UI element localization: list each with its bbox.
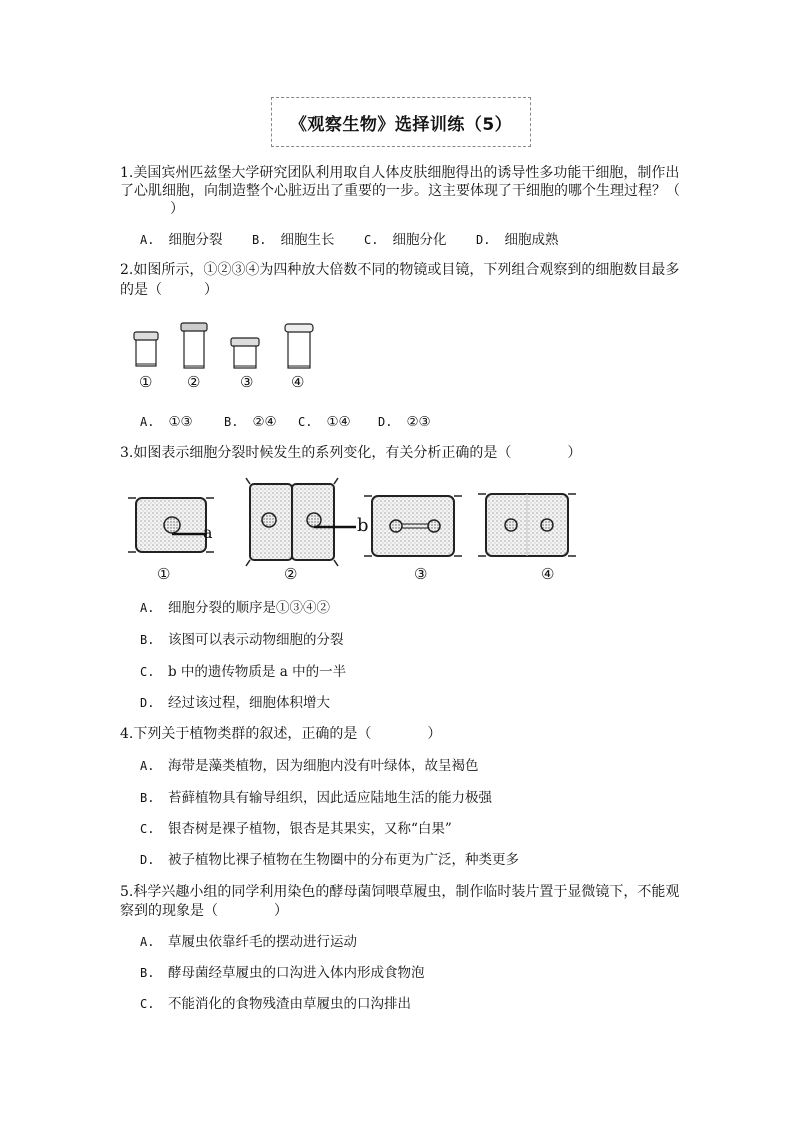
question-2-line-1: 2.如图所示，①②③④为四种放大倍数不同的物镜或目镜，下列组合观察到的细胞数目最多 — [120, 262, 680, 278]
lens-label-4: ④ — [291, 373, 305, 391]
option-5b[interactable]: B. 酵母菌经草履虫的口沟进入体内形成食物泡 — [140, 965, 425, 981]
option-2d[interactable]: D. ②③ — [378, 414, 431, 430]
option-1c[interactable]: C. 细胞分化 — [364, 232, 447, 248]
option-3a[interactable]: A. 细胞分裂的顺序是①③④② — [140, 600, 330, 616]
option-4a[interactable]: A. 海带是藻类植物，因为细胞内没有叶绿体，故呈褐色 — [140, 758, 479, 774]
option-4d[interactable]: D. 被子植物比裸子植物在生物圈中的分布更为广泛，种类更多 — [140, 852, 519, 868]
cell-label-3: ③ — [414, 565, 428, 583]
lens-figure — [130, 320, 320, 380]
option-1a[interactable]: A. 细胞分裂 — [140, 232, 223, 248]
option-3d[interactable]: D. 经过该过程，细胞体积增大 — [140, 695, 330, 711]
option-5c[interactable]: C. 不能消化的食物残渣由草履虫的口沟排出 — [140, 996, 411, 1012]
cell-label-4: ④ — [541, 565, 555, 583]
option-4b[interactable]: B. 苔藓植物具有输导组织，因此适应陆地生活的能力极强 — [140, 790, 492, 806]
lens-label-3: ③ — [240, 373, 254, 391]
question-1-line-1: 1.美国宾州匹兹堡大学研究团队利用取自人体皮肤细胞得出的诱导性多功能干细胞，制作出 — [120, 165, 680, 181]
marker-b: b — [357, 515, 369, 536]
lens-label-2: ② — [187, 373, 201, 391]
option-2a[interactable]: A. ①③ — [140, 414, 193, 430]
question-4-line-1: 4.下列关于植物类群的叙述，正确的是（ ） — [120, 726, 442, 742]
title-box — [271, 97, 531, 147]
question-2-line-2: 的是（ ） — [120, 282, 218, 298]
marker-a: a — [203, 523, 213, 542]
lens-3-icon — [231, 338, 259, 368]
option-1d[interactable]: D. 细胞成熟 — [476, 232, 559, 248]
question-5-line-2: 察到的现象是（ ） — [120, 903, 288, 919]
question-3-line-1: 3.如图表示细胞分裂时候发生的系列变化，有关分析正确的是（ ） — [120, 445, 582, 461]
question-1-line-3: ） — [170, 201, 184, 217]
cell-label-1: ① — [157, 565, 171, 583]
cell-2 — [246, 478, 356, 566]
lens-2-icon — [181, 323, 207, 368]
cell-4 — [478, 494, 576, 556]
lens-1-icon — [134, 332, 158, 366]
cell-3 — [364, 496, 462, 556]
option-1b[interactable]: B. 细胞生长 — [252, 232, 335, 248]
lens-4-icon — [285, 324, 313, 368]
option-5a[interactable]: A. 草履虫依靠纤毛的摆动进行运动 — [140, 934, 357, 950]
page-title: 《观察生物》选择训练（5） — [289, 114, 513, 135]
option-3c[interactable]: C. b 中的遗传物质是 a 中的一半 — [140, 664, 347, 680]
option-3b[interactable]: B. 该图可以表示动物细胞的分裂 — [140, 632, 344, 648]
option-2b[interactable]: B. ②④ — [224, 414, 277, 430]
option-2c[interactable]: C. ①④ — [298, 414, 351, 430]
cell-1 — [128, 498, 214, 552]
lens-label-1: ① — [139, 373, 153, 391]
question-5-line-1: 5.科学兴趣小组的同学利用染色的酵母菌饲喂草履虫，制作临时装片置于显微镜下，不能观 — [120, 884, 680, 900]
question-1-line-2: 了心肌细胞，向制造整个心脏迈出了重要的一步。这主要体现了干细胞的哪个生理过程？（ — [120, 183, 680, 199]
option-4c[interactable]: C. 银杏树是裸子植物，银杏是其果实，又称“白果” — [140, 821, 452, 837]
cell-label-2: ② — [284, 565, 298, 583]
